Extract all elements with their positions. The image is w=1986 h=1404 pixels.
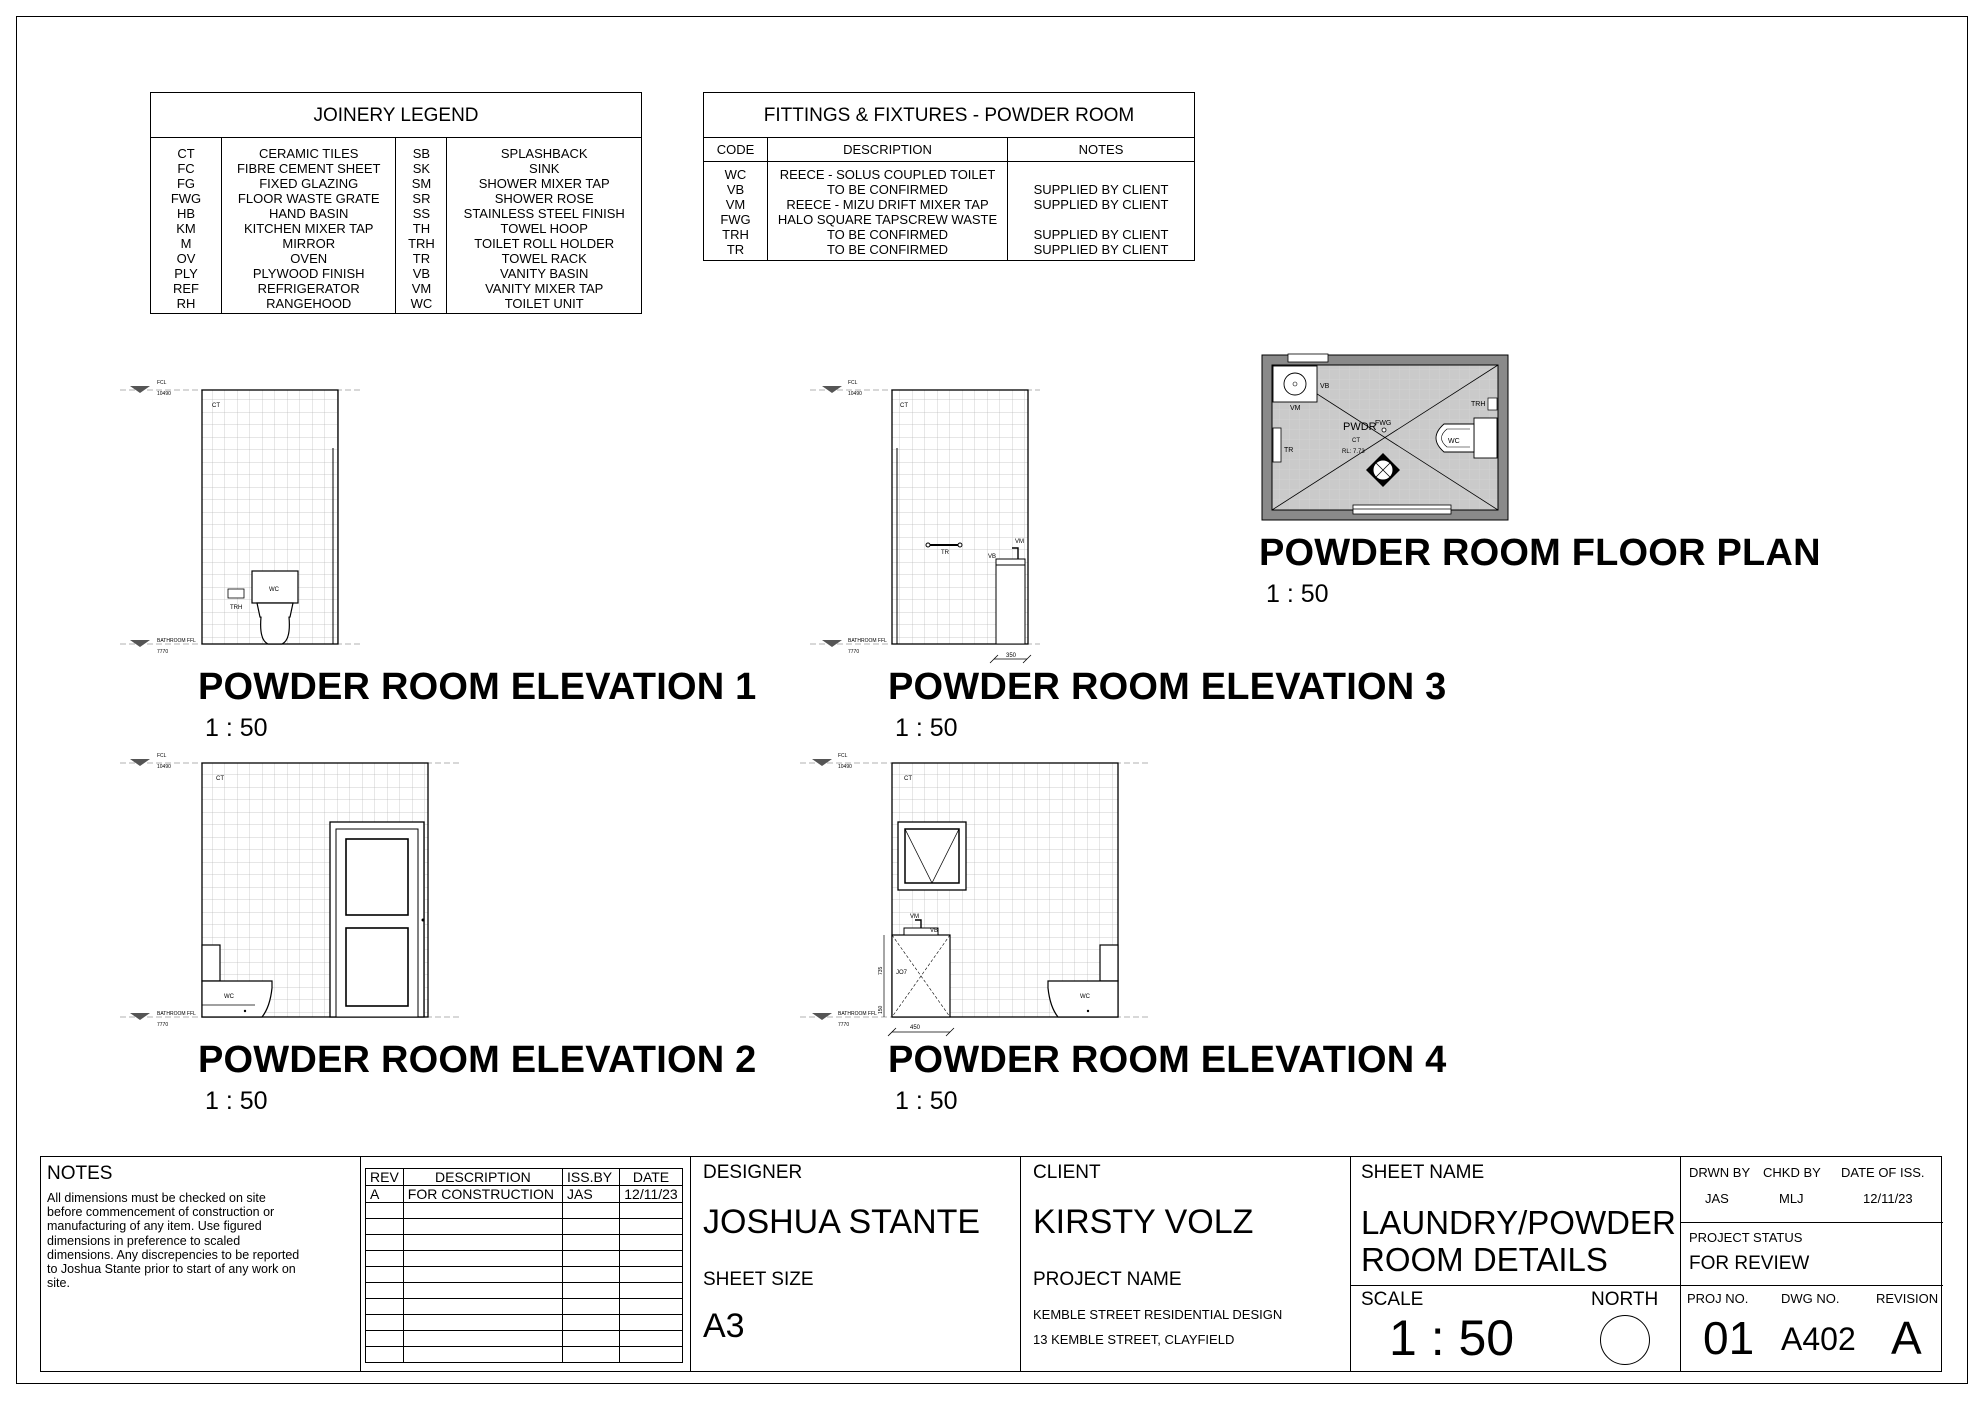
legend-code: TH (396, 221, 447, 236)
legend-code: SM (396, 176, 447, 191)
revision: A (1891, 1312, 1922, 1364)
rev-description (403, 1235, 562, 1251)
wc-label: WC (224, 994, 234, 1000)
sheet-name-cell (1351, 1157, 1681, 1371)
legend-code: SS (396, 206, 447, 221)
fitting-notes: SUPPLIED BY CLIENT (1033, 197, 1169, 212)
rev-date (620, 1251, 683, 1267)
scale-value: 1 : 50 (1389, 1310, 1515, 1366)
dim-350: 350 (1006, 653, 1017, 659)
rev-date (620, 1219, 683, 1235)
rev-date (620, 1203, 683, 1219)
rev-issued-by (563, 1315, 620, 1331)
elevation-3-title: POWDER ROOM ELEVATION 3 (888, 666, 1447, 708)
floor-plan-scale: 1 : 50 (1266, 580, 1329, 608)
legend-code: SR (396, 191, 447, 206)
legend-description: SPLASHBACK (500, 146, 588, 161)
fittings-header-code: CODE (704, 138, 768, 162)
legend-description: FIBRE CEMENT SHEET (222, 161, 396, 176)
legend-description: SHOWER ROSE (494, 191, 594, 206)
ffl-level: 7770 (838, 1022, 850, 1028)
fitting-notes: SUPPLIED BY CLIENT (1033, 227, 1169, 242)
fitting-description: HALO SQUARE TAPSCREW WASTE (768, 212, 1008, 227)
scale-label: SCALE (1361, 1289, 1424, 1310)
floor-plan-title: POWDER ROOM FLOOR PLAN (1259, 532, 1821, 574)
fcl-label: FCL (157, 753, 167, 759)
revision-row (366, 1331, 683, 1347)
rev-code (366, 1267, 404, 1283)
rev-issued-by (563, 1331, 620, 1347)
ct-label: CT (904, 776, 912, 782)
elevation-4-scale: 1 : 50 (895, 1087, 958, 1115)
rev-code: A (366, 1186, 404, 1203)
rev-date (620, 1299, 683, 1315)
legend-code: WC (396, 296, 447, 314)
client-name: KIRSTY VOLZ (1033, 1203, 1254, 1241)
legend-code: FG (151, 176, 222, 191)
fittings-header-notes: NOTES (1008, 138, 1195, 162)
room-label: PWDR (1343, 421, 1377, 433)
elevation-2-scale: 1 : 50 (205, 1087, 268, 1115)
legend-code: TRH (396, 236, 447, 251)
client-cell (1021, 1157, 1351, 1371)
fitting-code: TR (704, 242, 768, 261)
revisions-cell (361, 1157, 691, 1371)
notes-label: NOTES (47, 1163, 113, 1184)
rev-code (366, 1331, 404, 1347)
notes-line: to Joshua Stante prior to start of any work on (47, 1262, 296, 1277)
ct-label: CT (212, 403, 220, 409)
legend-description: MIRROR (222, 236, 396, 251)
rev-code (366, 1299, 404, 1315)
dim-450: 450 (910, 1025, 921, 1031)
floor-waste (1382, 428, 1386, 432)
notes-line: All dimensions must be checked on site (47, 1191, 266, 1205)
notes-cell (41, 1157, 361, 1371)
notes-line: manufacturing of any item. Use figured (47, 1219, 262, 1234)
fcl-level: 10490 (157, 391, 171, 397)
chkd-by: MLJ (1779, 1191, 1804, 1206)
rl-label: RL: 7.73 (1342, 449, 1365, 455)
plan-toilet (1436, 418, 1497, 458)
wc-label: WC (1080, 994, 1090, 1000)
legend-code: CT (151, 138, 222, 162)
rev-description (403, 1203, 562, 1219)
rev-date (620, 1267, 683, 1283)
legend-code: RH (151, 296, 222, 314)
revision-row (366, 1299, 683, 1315)
tr-label: TR (1284, 447, 1294, 454)
fcl-level: 10490 (848, 391, 862, 397)
legend-description: SINK (529, 161, 560, 176)
elevation-1-drawing (120, 380, 360, 655)
elevation-3-scale: 1 : 50 (895, 714, 958, 742)
rev-date (620, 1347, 683, 1363)
notes-line: dimensions. Any discrepencies to be reported (47, 1247, 300, 1262)
fcl-label: FCL (848, 380, 858, 386)
notes-text (47, 1191, 299, 1290)
wc-label: WC (269, 587, 279, 593)
fitting-description: REECE - MIZU DRIFT MIXER TAP (768, 197, 1008, 212)
revision-row (366, 1283, 683, 1299)
ffl-level: 7770 (157, 1022, 169, 1028)
ct-label: CT (1352, 438, 1360, 444)
fcl-label: FCL (157, 380, 167, 386)
title-block (40, 1156, 1942, 1372)
legend-description: SHOWER MIXER TAP (478, 176, 610, 191)
revision-row (366, 1203, 683, 1219)
fitting-code: VB (704, 182, 768, 197)
rev-header-description: DESCRIPTION (403, 1169, 562, 1186)
elevation-2-drawing (120, 753, 460, 1028)
legend-description: KITCHEN MIXER TAP (222, 221, 396, 236)
rev-code (366, 1315, 404, 1331)
rev-date: 12/11/23 (620, 1186, 683, 1203)
legend-code: PLY (151, 266, 222, 281)
rev-description (403, 1331, 562, 1347)
designer-label: DESIGNER (703, 1162, 803, 1183)
rev-code (366, 1219, 404, 1235)
vb-label: VB (988, 554, 997, 560)
revision-row (366, 1186, 683, 1203)
rev-code (366, 1283, 404, 1299)
ffl-label: BATHROOM FFL (838, 1011, 877, 1017)
fcl-level-marker (130, 386, 150, 393)
fitting-description: REECE - SOLUS COUPLED TOILET (768, 162, 1008, 183)
rev-description (403, 1267, 562, 1283)
vm-label: VM (1015, 539, 1024, 545)
legend-code: TR (396, 251, 447, 266)
legend-code: VB (396, 266, 447, 281)
date-of-issue-label: DATE OF ISS. (1841, 1165, 1925, 1180)
legend-description: FLOOR WASTE GRATE (222, 191, 396, 206)
ffl-label: BATHROOM FFL (157, 1011, 196, 1017)
legend-code: SK (396, 161, 447, 176)
project-name: KEMBLE STREET RESIDENTIAL DESIGN (1033, 1307, 1283, 1322)
vb-label: VB (930, 928, 939, 934)
rev-issued-by (563, 1299, 620, 1315)
elevation-4-drawing (800, 753, 1150, 1036)
rev-description (403, 1251, 562, 1267)
elevation-4-title: POWDER ROOM ELEVATION 4 (888, 1039, 1447, 1081)
fitting-description: TO BE CONFIRMED (768, 242, 1008, 261)
revision-row (366, 1219, 683, 1235)
date-of-issue: 12/11/23 (1863, 1191, 1913, 1206)
sheet-name-line-2: ROOM DETAILS (1361, 1241, 1608, 1278)
client-label: CLIENT (1033, 1162, 1101, 1183)
vm-label: VM (1290, 405, 1301, 412)
plan-window (1288, 354, 1328, 362)
designer-name: JOSHUA STANTE (703, 1203, 981, 1241)
fcl-level: 10490 (838, 764, 852, 770)
notes-line: before commencement of construction or (47, 1205, 275, 1220)
north-arrow-icon (1600, 1315, 1650, 1365)
revision-row (366, 1315, 683, 1331)
rev-issued-by (563, 1283, 620, 1299)
fitting-description: TO BE CONFIRMED (768, 227, 1008, 242)
legend-description: TOWEL HOOP (500, 221, 588, 236)
plan-sliding-door (1353, 505, 1451, 514)
legend-code: SB (396, 138, 447, 162)
fitting-notes: SUPPLIED BY CLIENT (1033, 242, 1169, 257)
legend-description: REFRIGERATOR (222, 281, 396, 296)
project-status: FOR REVIEW (1689, 1253, 1810, 1274)
ct-label: CT (216, 776, 224, 782)
sheet-size: A3 (703, 1307, 745, 1345)
fitting-code: VM (704, 197, 768, 212)
joinery-legend-title: JOINERY LEGEND (151, 93, 642, 138)
legend-code: FC (151, 161, 222, 176)
number-divider (1681, 1285, 1943, 1286)
sheet-name-label: SHEET NAME (1361, 1162, 1485, 1183)
fitting-code: FWG (704, 212, 768, 227)
floor-plan-drawing (1262, 354, 1508, 520)
legend-description: VANITY MIXER TAP (485, 281, 604, 296)
rev-header-issby: ISS.BY (563, 1169, 620, 1186)
sheet-size-label: SHEET SIZE (703, 1269, 814, 1290)
legend-description: STAINLESS STEEL FINISH (463, 206, 625, 221)
issue-info-cell (1681, 1157, 1943, 1371)
jo-label: JO7 (896, 970, 908, 976)
rev-description (403, 1315, 562, 1331)
rev-description: FOR CONSTRUCTION (403, 1186, 562, 1203)
project-address: 13 KEMBLE STREET, CLAYFIELD (1033, 1332, 1235, 1347)
plan-towel-rack (1273, 428, 1281, 462)
elevation-1-title: POWDER ROOM ELEVATION 1 (198, 666, 757, 708)
elevation-1-scale: 1 : 50 (205, 714, 268, 742)
legend-description: CERAMIC TILES (222, 138, 396, 162)
rev-header-rev: REV (366, 1169, 404, 1186)
legend-code: FWG (151, 191, 222, 206)
rev-description (403, 1219, 562, 1235)
rev-date (620, 1315, 683, 1331)
legend-description: OVEN (222, 251, 396, 266)
fwg-label: FWG (1375, 420, 1392, 427)
vb-label: VB (1320, 383, 1330, 390)
legend-description: FIXED GLAZING (222, 176, 396, 191)
project-status-label: PROJECT STATUS (1689, 1230, 1803, 1245)
proj-no-label: PROJ NO. (1687, 1291, 1749, 1306)
project-name-label: PROJECT NAME (1033, 1269, 1182, 1290)
sheet-name-line-1: LAUNDRY/POWDER (1361, 1204, 1676, 1241)
legend-description: VANITY BASIN (500, 266, 589, 281)
revision-row (366, 1347, 683, 1363)
rev-issued-by (563, 1219, 620, 1235)
rev-issued-by (563, 1203, 620, 1219)
fcl-label: FCL (838, 753, 848, 759)
revision-row (366, 1251, 683, 1267)
rev-header-date: DATE (620, 1169, 683, 1186)
legend-code: REF (151, 281, 222, 296)
elevation-2-title: POWDER ROOM ELEVATION 2 (198, 1039, 757, 1081)
vanity-side-view (996, 565, 1025, 644)
door-elevation (330, 822, 425, 1017)
fittings-header-description: DESCRIPTION (768, 138, 1008, 162)
legend-description: HAND BASIN (222, 206, 396, 221)
fitting-description: TO BE CONFIRMED (768, 182, 1008, 197)
legend-code: M (151, 236, 222, 251)
vm-label: VM (910, 914, 919, 920)
revision-table (365, 1168, 683, 1363)
dim-150: 150 (878, 1005, 884, 1014)
ffl-level: 7770 (848, 649, 860, 655)
legend-code: OV (151, 251, 222, 266)
fcl-level: 10490 (157, 764, 171, 770)
rev-code (366, 1235, 404, 1251)
wc-label: WC (1448, 438, 1460, 445)
notes-line: dimensions in preference to scaled (47, 1233, 241, 1248)
rev-issued-by: JAS (563, 1186, 620, 1203)
chkd-by-label: CHKD BY (1763, 1165, 1821, 1180)
dwg-no-label: DWG NO. (1781, 1291, 1840, 1306)
rev-date (620, 1235, 683, 1251)
rev-issued-by (563, 1235, 620, 1251)
rev-description (403, 1299, 562, 1315)
tr-label: TR (941, 550, 949, 556)
revision-row (366, 1267, 683, 1283)
rev-issued-by (563, 1267, 620, 1283)
fittings-title: FITTINGS & FIXTURES - POWDER ROOM (704, 93, 1195, 138)
rev-date (620, 1283, 683, 1299)
dwg-no: A402 (1781, 1321, 1856, 1357)
rev-code (366, 1251, 404, 1267)
ffl-level-marker (130, 640, 150, 647)
revision-row (366, 1235, 683, 1251)
fitting-notes: SUPPLIED BY CLIENT (1033, 182, 1169, 197)
rev-description (403, 1283, 562, 1299)
window-elevation (898, 822, 966, 890)
legend-code: VM (396, 281, 447, 296)
designer-cell (691, 1157, 1021, 1371)
proj-no: 01 (1703, 1312, 1755, 1364)
north-label: NORTH (1591, 1289, 1659, 1310)
ffl-label: BATHROOM FFL (848, 638, 887, 644)
legend-description: RANGEHOOD (222, 296, 396, 314)
issue-divider (1681, 1222, 1943, 1223)
trh-label: TRH (1471, 401, 1486, 408)
notes-line: site. (47, 1276, 70, 1291)
revision-label: REVISION (1876, 1291, 1939, 1306)
fitting-code: WC (704, 162, 768, 183)
rev-code (366, 1203, 404, 1219)
elevation-3-drawing (810, 380, 1040, 663)
rev-description (403, 1347, 562, 1363)
rev-issued-by (563, 1347, 620, 1363)
toilet-roll-holder (228, 589, 244, 598)
rev-code (366, 1347, 404, 1363)
fitting-code: TRH (704, 227, 768, 242)
rev-issued-by (563, 1251, 620, 1267)
drwn-by-label: DRWN BY (1689, 1165, 1751, 1180)
ffl-level: 7770 (157, 649, 169, 655)
scale-divider (1351, 1285, 1681, 1286)
ffl-label: BATHROOM FFL (157, 638, 196, 644)
drwn-by: JAS (1705, 1191, 1729, 1206)
legend-description: TOILET UNIT (504, 296, 584, 311)
trh-label: TRH (230, 605, 243, 611)
plan-toilet-roll-holder (1488, 398, 1497, 410)
dim-735: 735 (878, 966, 884, 975)
legend-description: TOILET ROLL HOLDER (474, 236, 615, 251)
legend-description: TOWEL RACK (501, 251, 587, 266)
rev-date (620, 1331, 683, 1347)
legend-description: PLYWOOD FINISH (222, 266, 396, 281)
legend-code: KM (151, 221, 222, 236)
ct-label: CT (900, 403, 908, 409)
legend-code: HB (151, 206, 222, 221)
